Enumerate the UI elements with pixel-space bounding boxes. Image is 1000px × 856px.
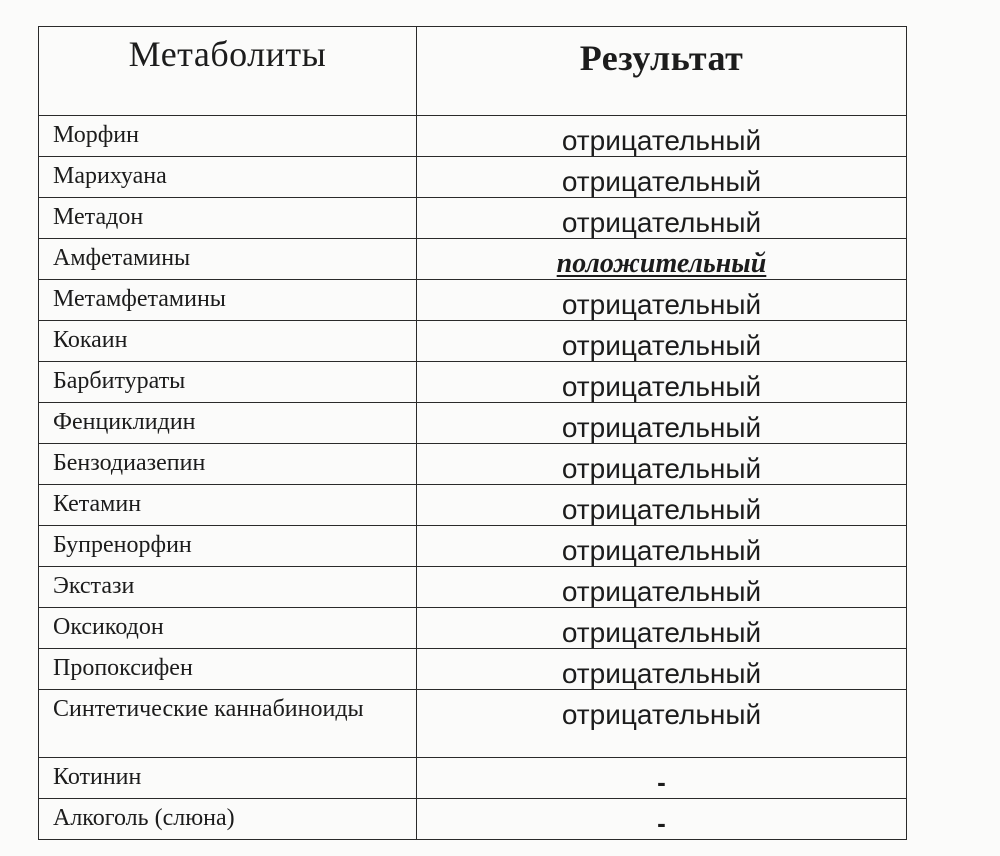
table-row [39,799,907,840]
table-row [39,567,907,608]
metabolite-name: Синтетические каннабиноиды [39,690,417,758]
metabolite-name: Экстази [39,567,417,608]
table-row [39,485,907,526]
result-value: отрицательный [417,321,907,362]
metabolites-results-table [38,26,907,840]
table-row [39,758,907,799]
metabolite-name: Оксикодон [39,608,417,649]
table-row [39,444,907,485]
table-row [39,608,907,649]
table-row [39,526,907,567]
result-value: отрицательный [417,280,907,321]
header-result: Результат [417,27,907,116]
result-value: - [417,758,907,799]
table-row [39,321,907,362]
result-value: отрицательный [417,198,907,239]
result-value: отрицательный [417,649,907,690]
metabolite-name: Метамфетамины [39,280,417,321]
table-row [39,649,907,690]
metabolite-name: Кокаин [39,321,417,362]
metabolite-name: Марихуана [39,157,417,198]
table-row [39,116,907,157]
table-row [39,403,907,444]
result-value: отрицательный [417,362,907,403]
result-value: отрицательный [417,526,907,567]
metabolite-name: Алкоголь (слюна) [39,799,417,840]
result-value: отрицательный [417,567,907,608]
result-value: отрицательный [417,444,907,485]
table-row [39,362,907,403]
result-positive: положительный [417,239,907,280]
header-metabolites: Метаболиты [39,27,417,116]
metabolite-name: Кетамин [39,485,417,526]
result-value: отрицательный [417,403,907,444]
result-value: отрицательный [417,608,907,649]
metabolite-name: Метадон [39,198,417,239]
metabolite-name: Бупренорфин [39,526,417,567]
metabolite-name: Амфетамины [39,239,417,280]
table-body [39,116,907,840]
result-value: - [417,799,907,840]
metabolite-name: Котинин [39,758,417,799]
result-value: отрицательный [417,690,907,758]
results-sheet [38,26,906,840]
result-value: отрицательный [417,116,907,157]
table-row [39,690,907,758]
result-value: отрицательный [417,485,907,526]
table-row [39,280,907,321]
table-row [39,239,907,280]
metabolite-name: Фенциклидин [39,403,417,444]
metabolite-name: Морфин [39,116,417,157]
table-header-row [39,27,907,116]
metabolite-name: Барбитураты [39,362,417,403]
result-value: отрицательный [417,157,907,198]
table-row [39,198,907,239]
metabolite-name: Бензодиазепин [39,444,417,485]
metabolite-name: Пропоксифен [39,649,417,690]
table-row [39,157,907,198]
